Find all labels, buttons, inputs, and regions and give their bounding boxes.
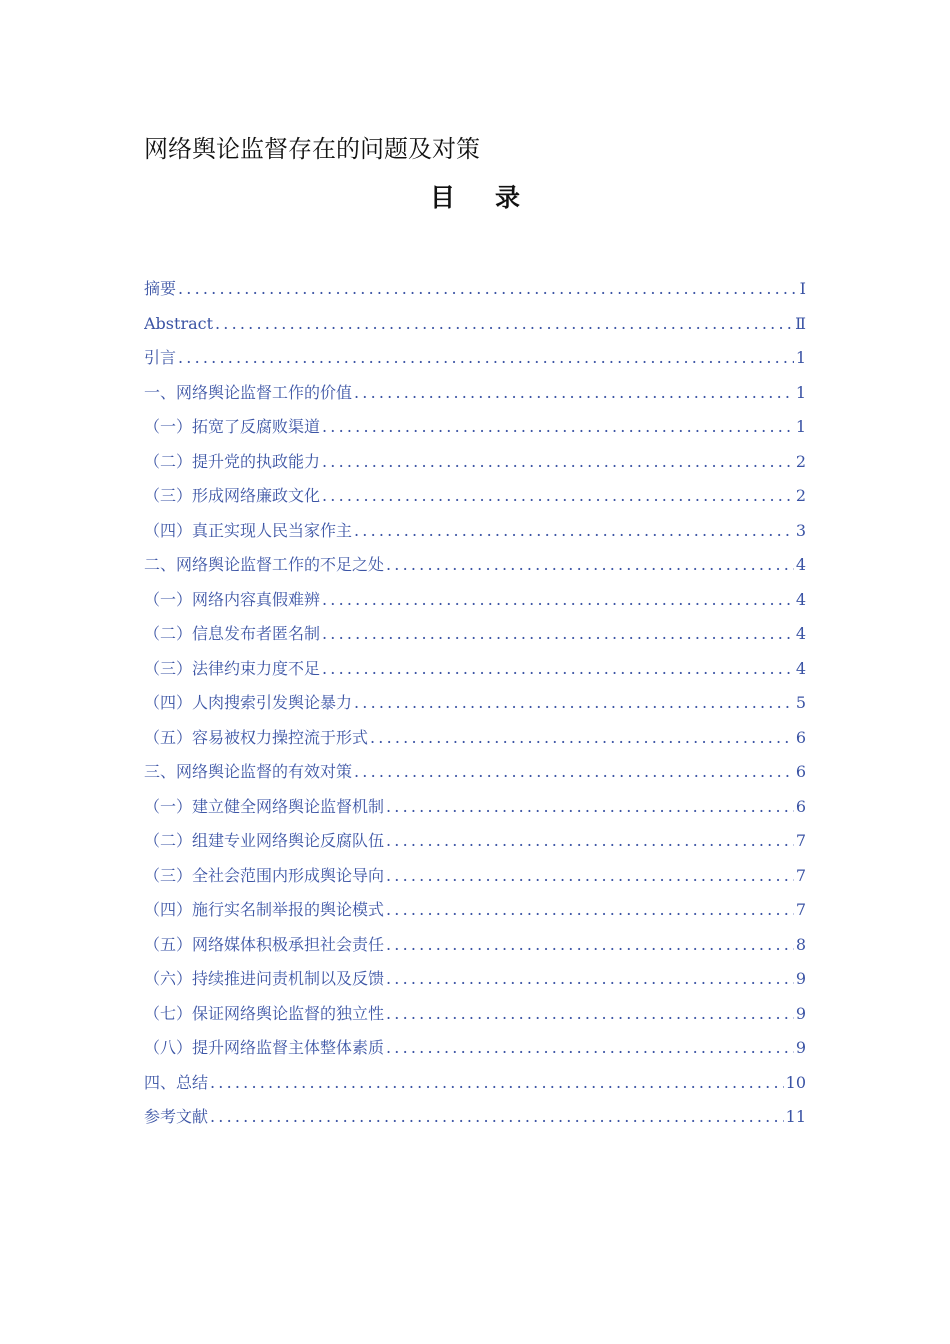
toc-page-number: 5 xyxy=(795,693,806,712)
toc-entry[interactable] xyxy=(144,410,806,445)
toc-page-number: 6 xyxy=(795,762,806,781)
toc-page-number: 9 xyxy=(795,1003,806,1023)
toc-entry[interactable] xyxy=(144,790,806,825)
toc-entry-label: 二、网络舆论监督工作的不足之处 xyxy=(144,555,385,574)
toc-entry[interactable] xyxy=(144,376,806,411)
toc-page-number: 8 xyxy=(795,934,806,954)
toc-entry-label: （五）网络媒体积极承担社会责任 xyxy=(144,934,385,954)
toc-page-number: 3 xyxy=(795,520,806,540)
toc-entry[interactable] xyxy=(144,928,806,963)
toc-entry[interactable] xyxy=(144,652,806,687)
toc-page-number: 4 xyxy=(795,658,806,678)
toc-heading xyxy=(0,180,950,216)
toc-entry-label: 摘要 xyxy=(144,279,177,298)
toc-page-number: 2 xyxy=(795,451,806,471)
toc-leader-dots xyxy=(322,479,794,514)
toc-entry[interactable] xyxy=(144,1066,806,1101)
toc-page-number: 7 xyxy=(795,900,806,919)
table-of-contents xyxy=(144,272,806,1135)
toc-leader-dots xyxy=(386,997,794,1032)
toc-leader-dots xyxy=(370,721,794,756)
toc-entry[interactable] xyxy=(144,1031,806,1066)
toc-entry[interactable] xyxy=(144,859,806,894)
toc-heading-text: 目录 xyxy=(429,183,560,212)
toc-entry[interactable] xyxy=(144,514,806,549)
toc-page-number: 6 xyxy=(795,796,806,816)
toc-leader-dots xyxy=(386,962,794,997)
toc-page-number: 4 xyxy=(795,624,806,643)
toc-leader-dots xyxy=(354,686,794,721)
toc-leader-dots xyxy=(210,1066,784,1101)
toc-entry-label: （三）全社会范围内形成舆论导向 xyxy=(144,865,385,885)
toc-entry-label: （一）建立健全网络舆论监督机制 xyxy=(144,796,385,816)
toc-page-number: Ⅱ xyxy=(795,313,806,333)
toc-leader-dots xyxy=(354,514,794,549)
toc-entry[interactable] xyxy=(144,962,806,997)
toc-page-number: 1 xyxy=(795,417,806,436)
toc-entry-label: 引言 xyxy=(144,348,177,367)
toc-entry-label: （三）形成网络廉政文化 xyxy=(144,486,321,505)
toc-page-number: 4 xyxy=(795,589,806,609)
toc-entry-label: 三、网络舆论监督的有效对策 xyxy=(144,762,353,781)
toc-page-number: 2 xyxy=(795,486,806,505)
toc-page-number: 11 xyxy=(785,1107,806,1126)
toc-leader-dots xyxy=(322,652,794,687)
toc-leader-dots xyxy=(386,824,794,859)
toc-entry[interactable] xyxy=(144,272,806,307)
toc-entry-label: 一、网络舆论监督工作的价值 xyxy=(144,382,353,402)
toc-leader-dots xyxy=(386,859,794,894)
toc-entry-label: （七）保证网络舆论监督的独立性 xyxy=(144,1003,385,1023)
toc-leader-dots xyxy=(322,410,794,445)
toc-leader-dots xyxy=(322,583,794,618)
toc-entry[interactable] xyxy=(144,479,806,514)
toc-page-number: 7 xyxy=(795,865,806,885)
toc-entry[interactable] xyxy=(144,583,806,618)
toc-entry[interactable] xyxy=(144,686,806,721)
toc-entry-label: 四、总结 xyxy=(144,1072,209,1092)
toc-leader-dots xyxy=(386,928,794,963)
toc-entry-label: （二）提升党的执政能力 xyxy=(144,451,321,471)
toc-entry[interactable] xyxy=(144,824,806,859)
toc-entry[interactable] xyxy=(144,307,806,342)
toc-leader-dots xyxy=(354,376,794,411)
toc-entry-label: （一）拓宽了反腐败渠道 xyxy=(144,417,321,436)
toc-entry[interactable] xyxy=(144,445,806,480)
toc-entry[interactable] xyxy=(144,893,806,928)
toc-leader-dots xyxy=(178,272,798,307)
toc-entry-label: 参考文献 xyxy=(144,1107,209,1126)
toc-page-number: 10 xyxy=(785,1072,806,1092)
toc-leader-dots xyxy=(386,790,794,825)
toc-leader-dots xyxy=(322,617,794,652)
toc-page-number: 1 xyxy=(795,348,806,367)
toc-entry[interactable] xyxy=(144,341,806,376)
toc-page-number: 9 xyxy=(795,1038,806,1057)
toc-entry-label: （四）人肉搜索引发舆论暴力 xyxy=(144,693,353,712)
toc-entry[interactable] xyxy=(144,1100,806,1135)
toc-leader-dots xyxy=(178,341,794,376)
toc-leader-dots xyxy=(215,307,793,342)
toc-page-number: 1 xyxy=(795,382,806,402)
toc-leader-dots xyxy=(354,755,794,790)
toc-entry[interactable] xyxy=(144,997,806,1032)
toc-entry-label: （二）组建专业网络舆论反腐队伍 xyxy=(144,831,385,850)
toc-entry-label: （三）法律约束力度不足 xyxy=(144,658,321,678)
toc-page-number: 7 xyxy=(795,831,806,850)
toc-entry-label: （五）容易被权力操控流于形式 xyxy=(144,727,369,747)
toc-leader-dots xyxy=(386,893,794,928)
toc-leader-dots xyxy=(322,445,794,480)
toc-entry[interactable] xyxy=(144,617,806,652)
toc-leader-dots xyxy=(386,548,794,583)
toc-entry-label: （四）施行实名制举报的舆论模式 xyxy=(144,900,385,919)
toc-entry-label: （二）信息发布者匿名制 xyxy=(144,624,321,643)
toc-entry-label: Abstract xyxy=(144,313,214,333)
toc-leader-dots xyxy=(386,1031,794,1066)
toc-entry-label: （六）持续推进问责机制以及反馈 xyxy=(144,969,385,988)
toc-page-number: I xyxy=(799,279,806,298)
document-title: 网络舆论监督存在的问题及对策 xyxy=(144,135,480,163)
toc-page-number: 4 xyxy=(795,555,806,574)
toc-entry-label: （四）真正实现人民当家作主 xyxy=(144,520,353,540)
toc-entry[interactable] xyxy=(144,755,806,790)
toc-page-number: 9 xyxy=(795,969,806,988)
toc-entry[interactable] xyxy=(144,548,806,583)
toc-entry-label: （八）提升网络监督主体整体素质 xyxy=(144,1038,385,1057)
toc-page-number: 6 xyxy=(795,727,806,747)
toc-entry-label: （一）网络内容真假难辨 xyxy=(144,589,321,609)
toc-leader-dots xyxy=(210,1100,784,1135)
toc-entry[interactable] xyxy=(144,721,806,756)
